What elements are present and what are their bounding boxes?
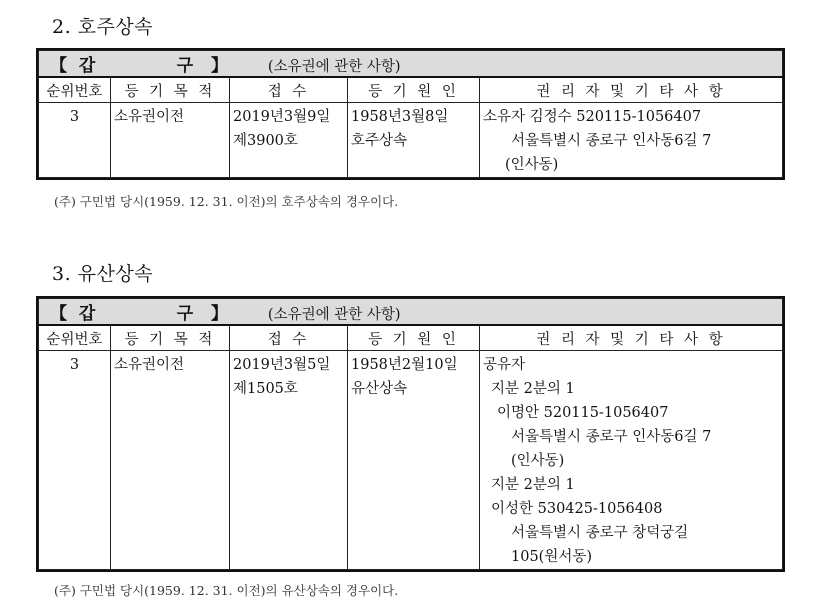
col-cause-header: 등 기 원 인 xyxy=(348,77,480,103)
col-rank-header: 순위번호 xyxy=(39,325,111,351)
purpose-cell: 소유권이전 xyxy=(111,351,230,570)
rank-cell: 3 xyxy=(39,103,111,178)
col-receipt-header: 접 수 xyxy=(230,325,348,351)
gap-section-band xyxy=(39,299,783,326)
col-receipt-header: 접 수 xyxy=(230,77,348,103)
register-table-yusan xyxy=(36,296,785,572)
table-row xyxy=(39,351,783,570)
section-title-yusan: 3. 유산상속 xyxy=(52,263,154,285)
purpose-cell: 소유권이전 xyxy=(111,103,230,178)
gap-section-label: 【 갑 구 】 xyxy=(50,56,228,76)
footnote-hoju: (주) 구민법 당시(1959. 12. 31. 이전)의 호주상속의 경우이다. xyxy=(54,194,399,209)
column-header-row xyxy=(39,325,783,351)
column-header-row xyxy=(39,77,783,103)
receipt-cell: 2019년3월9일 제3900호 xyxy=(230,103,348,178)
rank-cell: 3 xyxy=(39,351,111,570)
cause-cell: 1958년3월8일 호주상속 xyxy=(348,103,480,178)
gap-section-subtitle: (소유권에 관한 사항) xyxy=(267,307,401,323)
col-cause-header: 등 기 원 인 xyxy=(348,325,480,351)
gap-section-label: 【 갑 구 】 xyxy=(50,304,228,324)
rights-cell: 공유자 지분 2분의 1 이명안 520115-1056407 서울특별시 종로구 인사동6길 7 (인사동) 지분 2분의 1 이성한 530425-1056408 서울특별시 종로구 창덕궁길 105(원서동) xyxy=(480,351,783,570)
col-rank-header: 순위번호 xyxy=(39,77,111,103)
footnote-yusan: (주) 구민법 당시(1959. 12. 31. 이전)의 유산상속의 경우이다. xyxy=(54,583,399,598)
col-rights-header: 권 리 자 및 기 타 사 항 xyxy=(480,325,783,351)
rights-cell: 소유자 김정수 520115-1056407 서울특별시 종로구 인사동6길 7 (인사동) xyxy=(480,103,783,178)
col-purpose-header: 등 기 목 적 xyxy=(111,325,230,351)
col-purpose-header: 등 기 목 적 xyxy=(111,77,230,103)
gap-section-band xyxy=(39,51,783,78)
section-title-hoju: 2. 호주상속 xyxy=(52,16,154,38)
col-rights-header: 권 리 자 및 기 타 사 항 xyxy=(480,77,783,103)
gap-section-subtitle: (소유권에 관한 사항) xyxy=(267,59,401,75)
receipt-cell: 2019년3월5일 제1505호 xyxy=(230,351,348,570)
register-table-hoju xyxy=(36,48,785,180)
table-row xyxy=(39,103,783,178)
cause-cell: 1958년2월10일 유산상속 xyxy=(348,351,480,570)
